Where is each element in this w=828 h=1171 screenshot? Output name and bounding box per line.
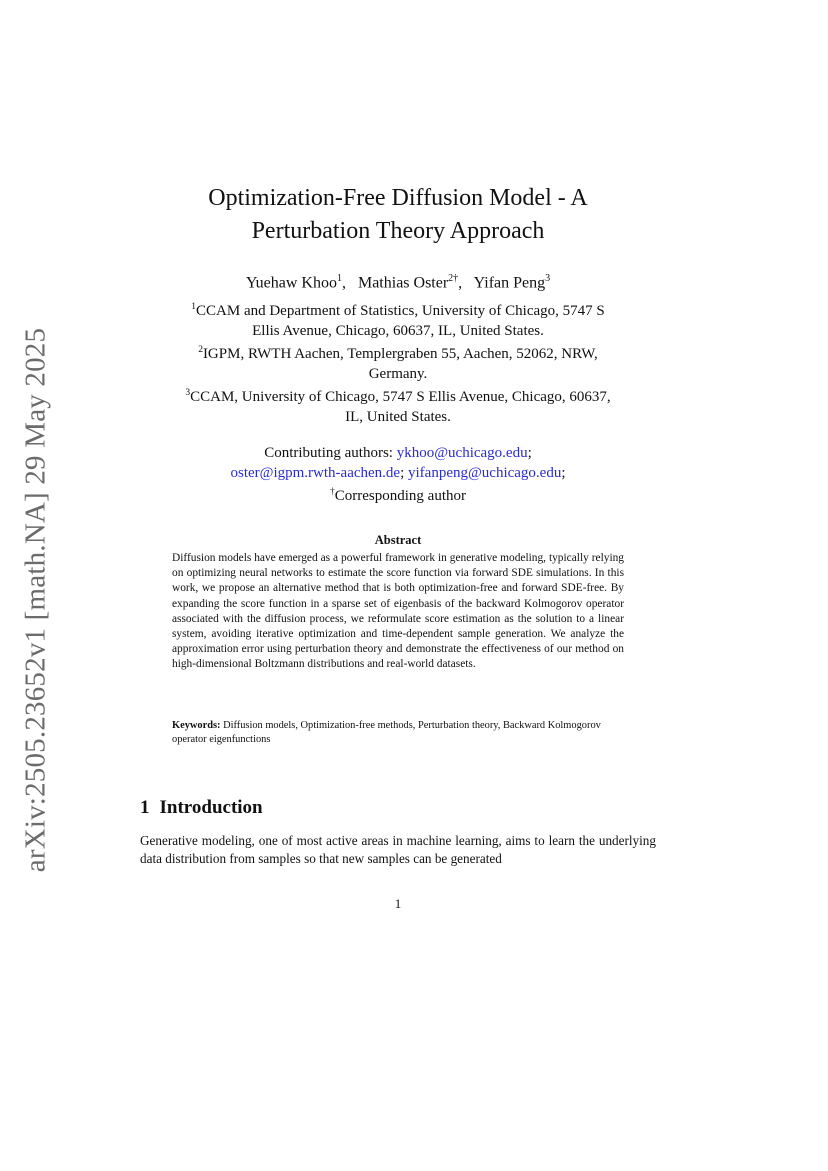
author-sup: 3 xyxy=(545,273,551,284)
section-title: Introduction xyxy=(159,797,263,818)
author-list: Yuehaw Khoo$^1$, Mathias Oster$^{2\dagger}$, Yifan Peng$^3$ xyxy=(245,273,551,292)
affiliation-text: CCAM, University of Chicago, 5747 S Ellis Avenue, Chicago, 60637, xyxy=(190,389,611,405)
email-link[interactable]: ykhoo@uchicago.edu xyxy=(396,445,528,461)
affiliations xyxy=(140,298,656,427)
section-number: 1 xyxy=(140,797,150,818)
author-name: Yifan Peng xyxy=(473,274,546,292)
separator: ; xyxy=(527,445,532,461)
affiliation-line: Germany. xyxy=(368,365,428,382)
separator: ; xyxy=(561,464,566,481)
affiliation-sup: 1 xyxy=(191,302,197,312)
contributing-authors xyxy=(140,444,656,507)
affiliation-line xyxy=(140,298,656,322)
title-line-2: Perturbation Theory Approach xyxy=(251,218,545,244)
abstract-heading: Abstract xyxy=(374,533,422,547)
contrib-line-2 xyxy=(140,464,656,484)
dagger-mark: † xyxy=(330,487,335,497)
affiliation-sup: 2 xyxy=(198,345,203,355)
affiliation-line: IL, United States. xyxy=(345,408,451,425)
affiliation-line xyxy=(140,384,656,408)
corresponding-label: Corresponding author xyxy=(334,488,466,504)
affiliation-line xyxy=(140,341,656,365)
keywords-label: Keywords: xyxy=(172,720,221,731)
separator: ; xyxy=(400,464,405,481)
author-sup: 2† xyxy=(448,273,459,284)
affiliation-line: Ellis Avenue, Chicago, 60637, IL, United States. xyxy=(252,322,544,339)
keywords xyxy=(172,719,624,747)
arxiv-stamp xyxy=(14,327,58,873)
abstract-text: Diffusion models have emerged as a powerful framework in generative modeling, typically relying on optimizing neural networks to estimate the score function via forward SDE simulations. In this work, we propose an alternative method that is both optimization-free and forward SDE-free. By expanding the score function in a sparse set of eigenbasis of the backward Kolmogorov operator associated with the diffusion process, we reformulate score estimation as the solution to a linear system, avoiding iterative optimization and time-dependent sample generation. We analyze the approximation error using perturbation theory and demonstrate the effectiveness of our method on high-dimensional Boltzmann distributions and real-world datasets. xyxy=(172,552,624,671)
email-link[interactable]: yifanpeng@uchicago.edu xyxy=(408,464,562,481)
paper-title xyxy=(140,182,656,248)
author-name: Mathias Oster xyxy=(357,274,449,292)
intro-paragraph: Generative modeling, one of most active areas in machine learning, aims to learn the underlying data distribution from samples so that new samples can be generated xyxy=(140,833,656,866)
affiliation-text: IGPM, RWTH Aachen, Templergraben 55, Aachen, 52062, NRW, xyxy=(202,346,598,362)
arxiv-stamp-text: arXiv:2505.23652v1 [math.NA] 29 May 2025 xyxy=(19,327,52,873)
affiliation-text: CCAM and Department of Statistics, University of Chicago, 5747 S xyxy=(196,303,605,319)
section-heading xyxy=(140,797,263,819)
contrib-line-3 xyxy=(140,483,656,507)
author-name: Yuehaw Khoo xyxy=(245,274,337,292)
page-number: 1 xyxy=(394,896,402,911)
email-link[interactable]: oster@igpm.rwth-aachen.de xyxy=(230,464,401,481)
contrib-line-1 xyxy=(140,444,656,464)
author-sup: 1 xyxy=(336,273,342,284)
contrib-label: Contributing authors: xyxy=(264,445,393,461)
title-line-1: Optimization-Free Diffusion Model - A xyxy=(208,185,588,211)
keywords-text: Diffusion models, Optimization-free methods, Perturbation theory, Backward Kolmogorov operator eigenfunctions xyxy=(172,720,601,745)
affiliation-sup: 3 xyxy=(185,388,191,398)
